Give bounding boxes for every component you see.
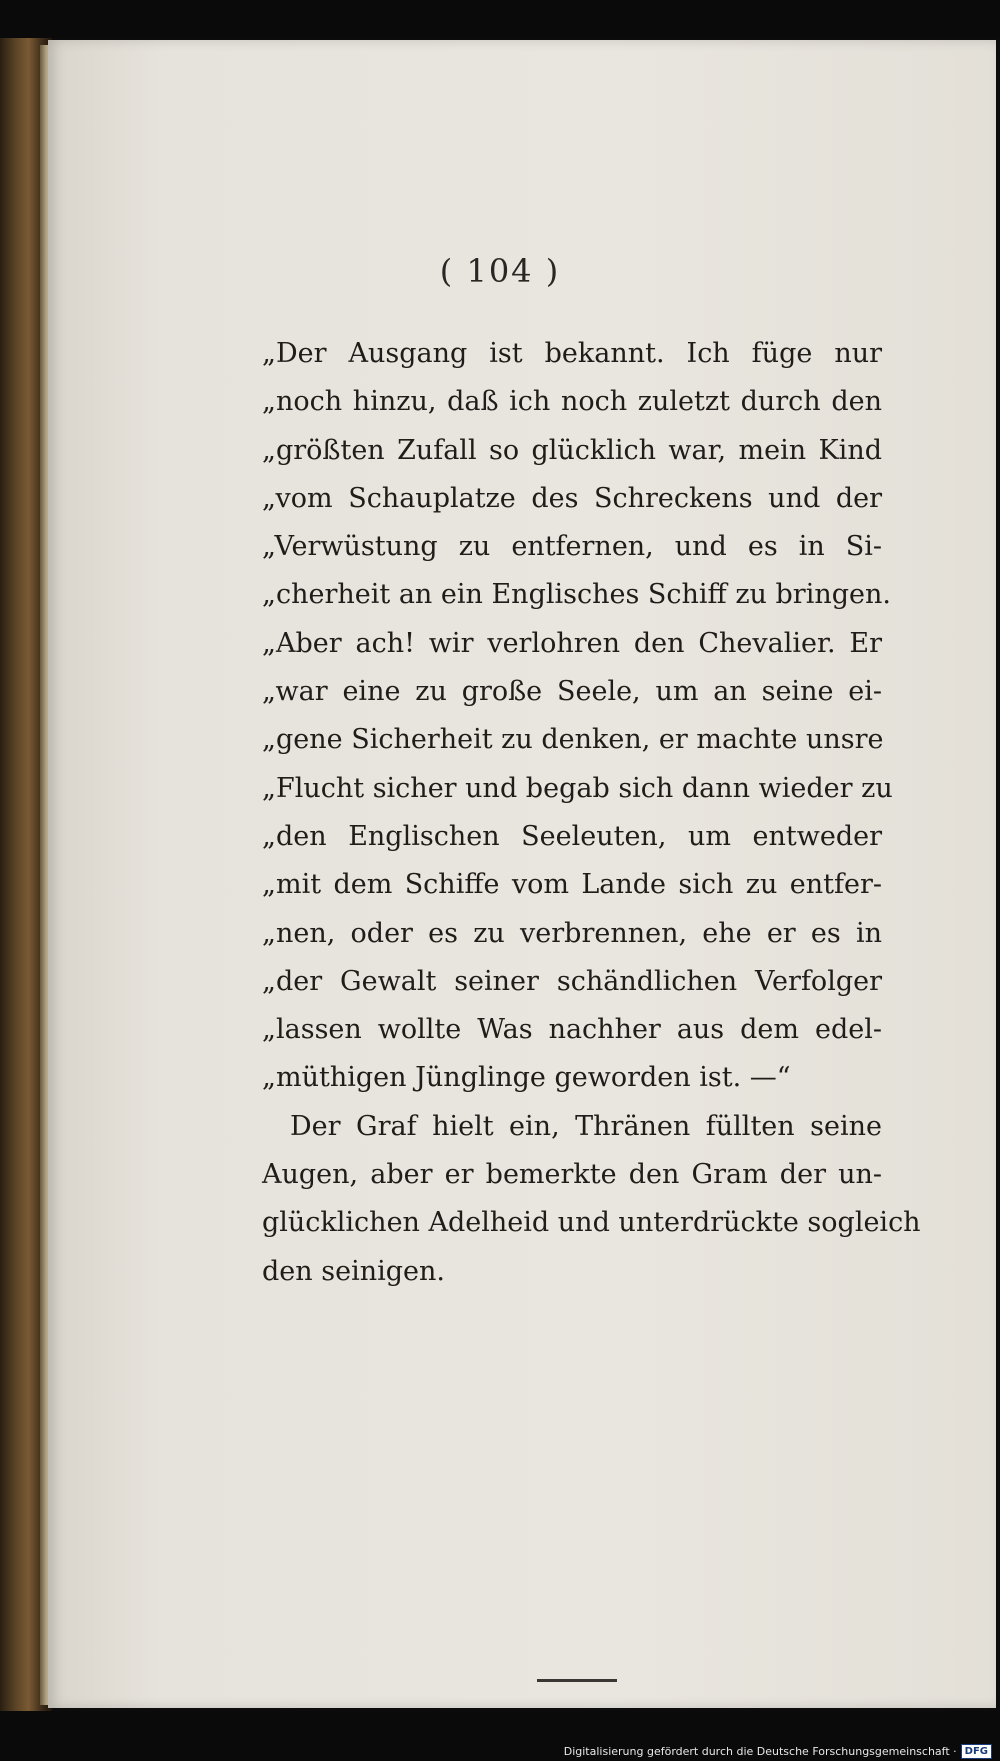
scan-top-border: [0, 0, 1000, 38]
chapter-end-rule: [537, 1679, 617, 1682]
text-line: „nen, oder es zu verbrennen, ehe er es in: [262, 917, 882, 949]
text-line: „Der Ausgang ist bekannt. Ich füge nur: [262, 338, 882, 369]
dfg-logo: DFG: [961, 1744, 992, 1759]
text-line: „mit dem Schiffe vom Lande sich zu entfer‑: [262, 869, 882, 901]
text-line: „lassen wollte Was nachher aus dem edel‑: [262, 1014, 882, 1046]
text-line: „war eine zu große Seele, um an seine ei‑: [262, 676, 882, 708]
digitization-credit: [564, 1744, 992, 1759]
text-line: „cherheit an ein Englisches Schiff zu bringen.: [262, 579, 891, 611]
text-line: Augen, aber er bemerkte den Gram der un‑: [262, 1159, 882, 1191]
body-text: [262, 330, 921, 1296]
credit-text: Digitalisierung gefördert durch die Deutsche Forschungsgemeinschaft ·: [563, 1745, 957, 1758]
text-line: „Verwüstung zu entfernen, und es in Si‑: [262, 531, 882, 563]
text-line: glücklichen Adelheid und unterdrückte sogleich: [262, 1207, 921, 1239]
text-line: „größten Zufall so glücklich war, mein Kind: [262, 434, 882, 466]
page-number: ( 104 ): [439, 252, 561, 290]
text-line: „Aber ach! wir verlohren den Chevalier. Er: [262, 627, 882, 659]
text-line: „vom Schauplatze des Schreckens und der: [262, 482, 882, 514]
text-line: Der Graf hielt ein, Thränen füllten seine: [290, 1110, 882, 1142]
text-line: „den Englischen Seeleuten, um entweder: [262, 820, 882, 852]
text-line: den seinigen.: [262, 1255, 445, 1287]
text-line: „Flucht sicher und begab sich dann wieder zu: [262, 772, 893, 804]
text-line: „noch hinzu, daß ich noch zuletzt durch den: [262, 386, 882, 418]
text-line: „gene Sicherheit zu denken, er machte unsre: [262, 724, 884, 756]
text-line: „müthigen Jünglinge geworden ist. —“: [262, 1062, 791, 1094]
text-line: „der Gewalt seiner schändlichen Verfolger: [262, 965, 882, 997]
